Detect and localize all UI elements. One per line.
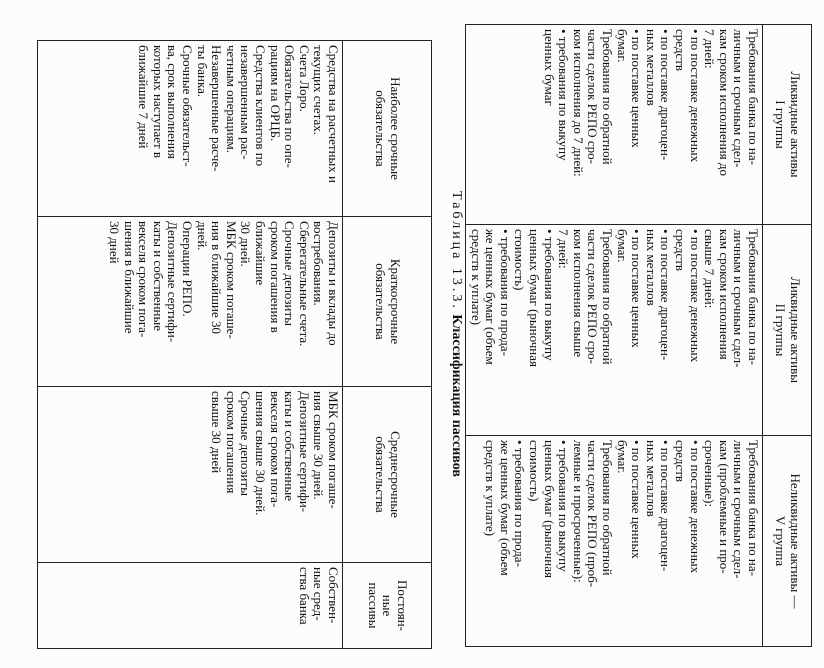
table-caption-title: Классификация пассивов	[449, 314, 464, 477]
assets-header-group-1: Ликвидные активы I группы	[763, 25, 812, 225]
assets-header-row	[763, 25, 812, 647]
liabilities-header-short-term: Краткосрочные обязательства	[343, 217, 432, 387]
liabilities-header-row	[343, 41, 432, 649]
liabilities-cell-permanent: Собствен- ные сред- ства банка	[38, 563, 343, 649]
liabilities-cell-medium-term: МБК сроком погаше- ния свыше 30 дней. Депозитные сертифи- каты и собственные векселя сроком пога- шения свыше 30 дней. Срочные депозиты сроком погашения свыше 30 дней	[38, 387, 343, 563]
assets-cell-group-5: Требования банка по на- личным и срочным сдел- кам (проблемные и про- сроченные): • по поставке денежных средств • по поставке драгоцен- ных металлов • по поставке ценных бумаг. Требования по обратной части сделок РЕПО (проб- лемные и просроченные): • требования по выкупу ценных бумаг (рыночная стоимость) • требования по прода- же ценных бумаг (объем средств к уплате)	[466, 436, 763, 647]
liabilities-cell-short-term: Депозиты и вклады до востребования. Сберегательные счета. Срочные депозиты сроком погашения в ближайшие 30 дней. МБК сроком погаше- ния в ближайшие 30 дней. Операции РЕПО. Депозитные сертифи- каты и собственные векселя сроком пога- шения в ближайшие 30 дней	[38, 217, 343, 387]
table-caption-label: Таблица 13.3.	[449, 191, 464, 311]
liabilities-header-permanent: Постоян- ные пассивы	[343, 563, 432, 649]
assets-header-group-5: Неликвидные активы — V группа	[763, 436, 812, 647]
assets-body-row	[466, 25, 763, 647]
assets-header-group-2: Ликвидные активы II группы	[763, 225, 812, 436]
assets-cell-group-1: Требования банка по на- личным и срочным сдел- кам сроком исполнения до 7 дней: • по поставке денежных средств • по поставке драгоцен- ных металлов • по поставке ценных бумаг. Требования по обратной части сделок РЕПО сро- ком исполнения до 7 дней: • требования по выкупу ценных бумаг	[466, 25, 763, 225]
liabilities-header-medium-term: Среднесрочные обязательства	[343, 387, 432, 563]
liabilities-classification-table	[37, 40, 432, 649]
liabilities-cell-most-urgent: Средства на расчетных и текущих счетах. Счета Лоро. Обязательства по опе- рациям на ОРЦБ. Средства клиентов по незавершенным рас- четным операциям. Незавершенные расче- ты банка. Срочные обязательст- ва, срок выполнения которых наступает в ближайшие 7 дней	[38, 41, 343, 217]
table-caption	[448, 0, 464, 668]
assets-cell-group-2: Требования банка по на- личным и срочным сдел- кам сроком исполнения свыше 7 дней: • по поставке денежных средств • по поставке драгоцен- ных металлов • по поставке ценных бумаг. Требования по обратной части сделок РЕПО сро- ком исполнения свыше 7 дней: • требования по выкупу ценных бумаг (рыночная стоимость) • требования по прода- же ценных бумаг (объем средств к уплате)	[466, 225, 763, 436]
liabilities-header-most-urgent: Наиболее срочные обязательства	[343, 41, 432, 217]
liabilities-body-row	[38, 41, 343, 649]
assets-classification-table	[465, 24, 812, 647]
